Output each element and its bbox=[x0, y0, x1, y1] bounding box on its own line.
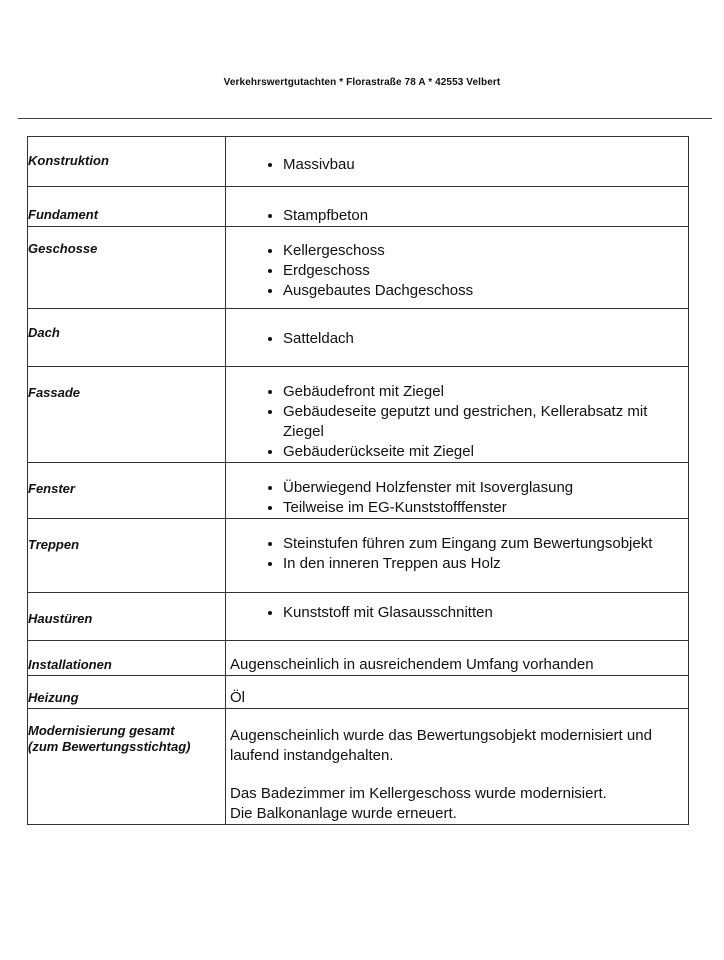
row-label: Installationen bbox=[28, 641, 226, 676]
list-item: • In den inneren Treppen aus Holz bbox=[283, 554, 680, 574]
list-item: • Satteldach bbox=[283, 329, 680, 349]
row-value bbox=[226, 676, 689, 709]
bullet-list bbox=[226, 382, 688, 462]
row-label: Geschosse bbox=[28, 227, 226, 309]
table-row bbox=[28, 187, 689, 227]
list-item: • Kunststoff mit Glasausschnitten bbox=[283, 603, 680, 623]
row-text: Die Balkonanlage wurde erneuert. bbox=[230, 805, 457, 822]
row-label: Dach bbox=[28, 309, 226, 367]
header-divider bbox=[18, 118, 712, 119]
list-item: • Stampfbeton bbox=[283, 206, 680, 226]
row-value bbox=[226, 227, 689, 309]
row-value bbox=[226, 593, 689, 641]
row-value bbox=[226, 137, 689, 187]
building-description-table bbox=[27, 136, 689, 825]
row-value bbox=[226, 367, 689, 463]
list-item: • Gebäudefront mit Ziegel bbox=[283, 382, 680, 402]
table-row bbox=[28, 463, 689, 519]
row-text: Augenscheinlich wurde das Bewertungsobjekt modernisiert und laufend instandgehalten. bbox=[230, 727, 652, 764]
row-label: Fundament bbox=[28, 187, 226, 227]
bullet-list bbox=[226, 329, 688, 349]
document-header: Verkehrswertgutachten * Florastraße 78 A * 42553 Velbert bbox=[223, 77, 501, 88]
row-label bbox=[28, 709, 226, 825]
row-label-line: Modernisierung gesamt bbox=[28, 723, 175, 738]
row-label: Haustüren bbox=[28, 593, 226, 641]
table-row bbox=[28, 593, 689, 641]
table-row bbox=[28, 519, 689, 593]
table-row bbox=[28, 137, 689, 187]
list-item: • Gebäudeseite geputzt und gestrichen, Kellerabsatz mit Ziegel bbox=[283, 402, 680, 442]
list-item: • Erdgeschoss bbox=[283, 261, 680, 281]
row-label: Fassade bbox=[28, 367, 226, 463]
row-label-line: (zum Bewertungsstichtag) bbox=[28, 739, 191, 754]
bullet-list bbox=[226, 241, 688, 301]
row-value bbox=[226, 519, 689, 593]
row-value bbox=[226, 463, 689, 519]
bullet-list bbox=[226, 155, 688, 175]
bullet-list bbox=[226, 534, 688, 574]
table-row bbox=[28, 709, 689, 825]
row-value bbox=[226, 309, 689, 367]
list-item: • Massivbau bbox=[283, 155, 680, 175]
list-item: • Ausgebautes Dachgeschoss bbox=[283, 281, 680, 301]
row-label: Heizung bbox=[28, 676, 226, 709]
table-row bbox=[28, 641, 689, 676]
list-item: • Überwiegend Holzfenster mit Isoverglasung bbox=[283, 478, 680, 498]
list-item: • Teilweise im EG-Kunststofffenster bbox=[283, 498, 680, 518]
row-label: Treppen bbox=[28, 519, 226, 593]
row-label: Konstruktion bbox=[28, 137, 226, 187]
table-row bbox=[28, 227, 689, 309]
bullet-list bbox=[226, 603, 688, 623]
bullet-list bbox=[226, 478, 688, 518]
bullet-list bbox=[226, 206, 688, 226]
row-label: Fenster bbox=[28, 463, 226, 519]
list-item: • Steinstufen führen zum Eingang zum Bewertungsobjekt bbox=[283, 534, 680, 554]
list-item: • Kellergeschoss bbox=[283, 241, 680, 261]
row-value bbox=[226, 709, 689, 825]
row-text: Das Badezimmer im Kellergeschoss wurde modernisiert. bbox=[230, 785, 607, 802]
row-text: Augenscheinlich in ausreichendem Umfang vorhanden bbox=[230, 656, 594, 673]
list-item: • Gebäuderückseite mit Ziegel bbox=[283, 442, 680, 462]
row-value bbox=[226, 187, 689, 227]
table-row bbox=[28, 309, 689, 367]
row-text: Öl bbox=[230, 689, 245, 706]
table-row bbox=[28, 367, 689, 463]
row-value bbox=[226, 641, 689, 676]
table-row bbox=[28, 676, 689, 709]
